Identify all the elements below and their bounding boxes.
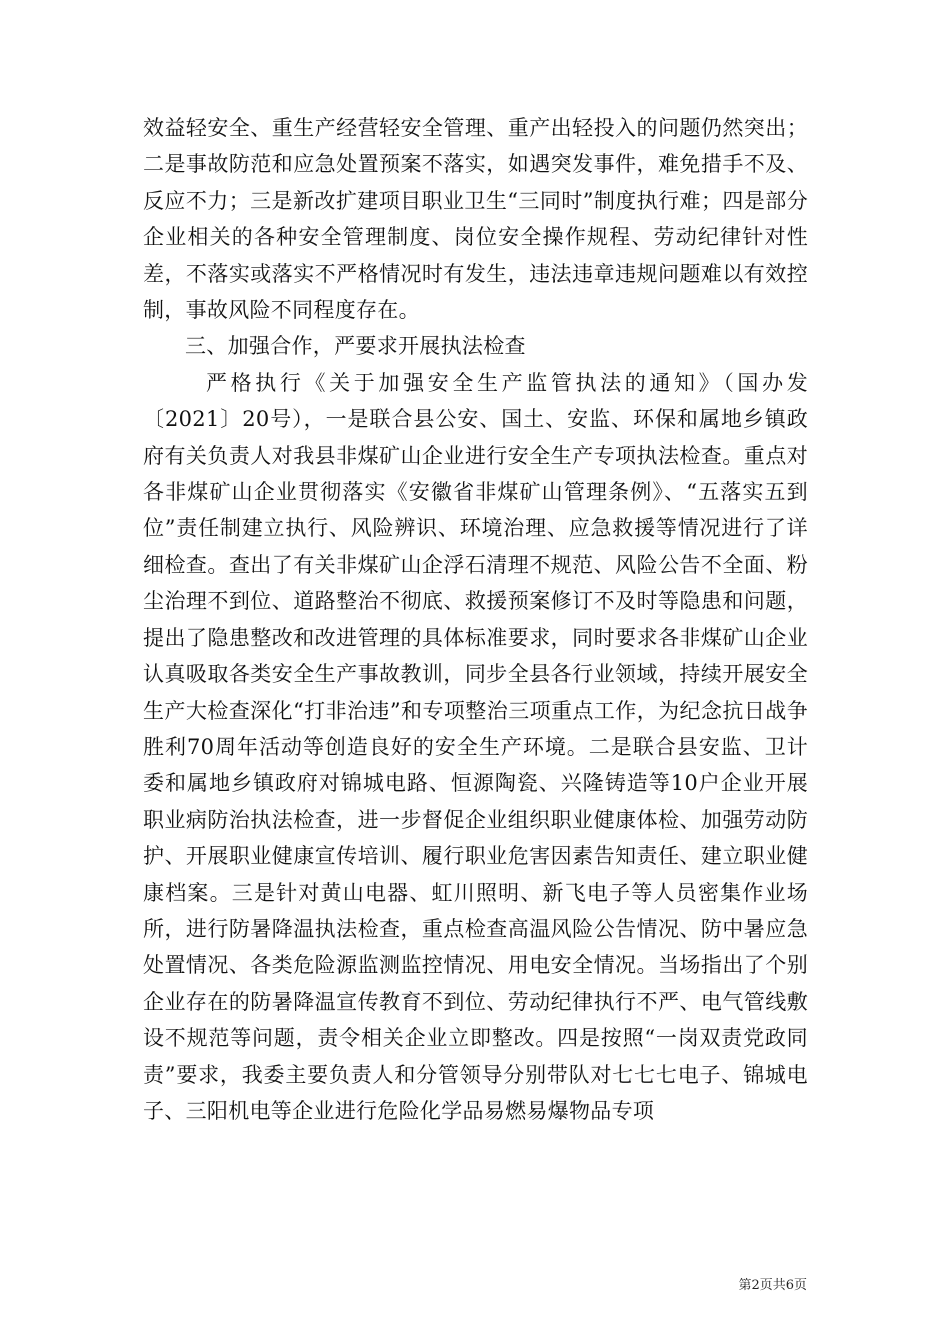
- page-number-footer: 第2页共6页: [738, 1278, 807, 1293]
- body-paragraph-continuation: 效益轻安全、重生产经营轻安全管理、重产出轻投入的问题仍然突出；二是事故防范和应急处置预案不落实，如遇突发事件，难免措手不及、反应不力；三是新改扩建项目职业卫生“三同时”制度执行难；四是部分企业相关的各种安全管理制度、岗位安全操作规程、劳动纪律针对性差，不落实或落实不严格情况时有发生，违法违章违规问题难以有效控制，事故风险不同程度存在。: [143, 116, 808, 323]
- document-body: [143, 110, 808, 1129]
- body-paragraph-enforcement: 严格执行《关于加强安全生产监管执法的通知》（国办发〔2021〕20号），一是联合县公安、国土、安监、环保和属地乡镇政府有关负责人对我县非煤矿山企业进行安全生产专项执法检查。重点对各非煤矿山企业贯彻落实《安徽省非煤矿山管理条例》、“五落实五到位”责任制建立执行、风险辨识、环境治理、应急救援等情况进行了详细检查。查出了有关非煤矿山企浮石清理不规范、风险公告不全面、粉尘治理不到位、道路整治不彻底、救援预案修订不及时等隐患和问题，提出了隐患整改和改进管理的具体标准要求，同时要求各非煤矿山企业认真吸取各类安全生产事故教训，同步全县各行业领域，持续开展安全生产大检查深化“打非治违”和专项整治三项重点工作，为纪念抗日战争胜利70周年活动等创造良好的安全生产环境。二是联合县安监、卫计委和属地乡镇政府对锦城电路、恒源陶瓷、兴隆铸造等10户企业开展职业病防治执法检查，进一步督促企业组织职业健康体检、加强劳动防护、开展职业健康宣传培训、履行职业危害因素告知责任、建立职业健康档案。三是针对黄山电器、虹川照明、新飞电子等人员密集作业场所，进行防暑降温执法检查，重点检查高温风险公告情况、防中暑应急处置情况、各类危险源监测监控情况、用电安全情况。当场指出了个别企业存在的防暑降温宣传教育不到位、劳动纪律执行不严、电气管线敷设不规范等问题，责令相关企业立即整改。四是按照“一岗双责党政同责”要求，我委主要负责人和分管领导分别带队对七七七电子、锦城电子、三阳机电等企业进行危险化学品易燃易爆物品专项: [143, 370, 808, 1123]
- section-heading-3: 三、加强合作，严要求开展执法检查: [185, 334, 526, 359]
